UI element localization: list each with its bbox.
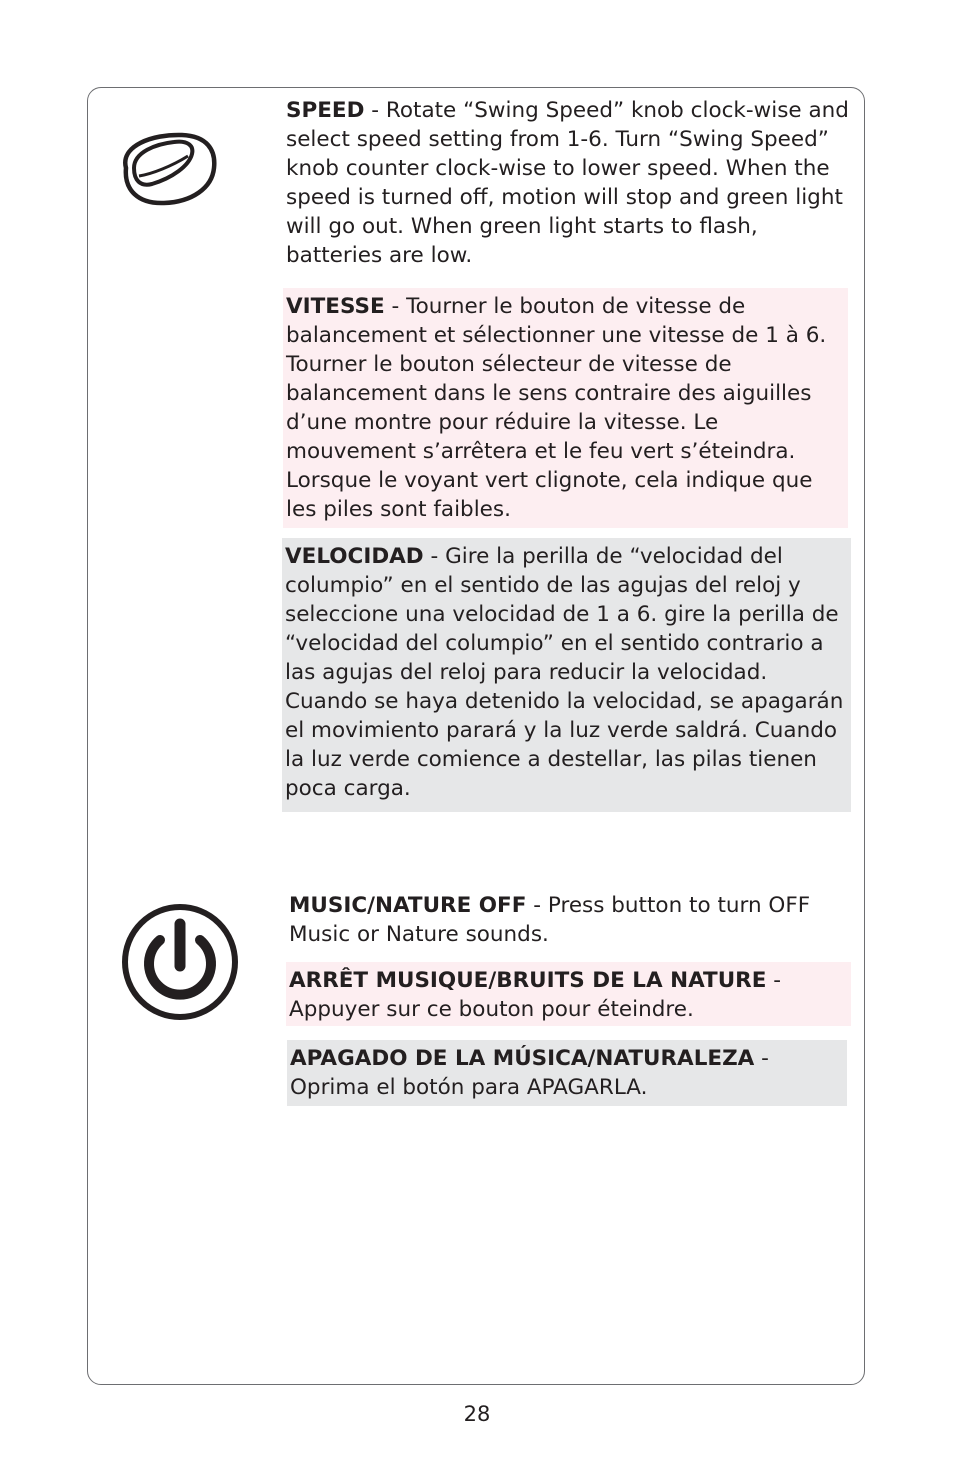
speed-fr-body: - Tourner le bouton de vitesse de balancement et sélectionner une vitesse de 1 à 6. Tourner le bouton sélecteur de vitesse de balancement dans le sens contraire des aiguilles d’une montre pour réduire la vitesse. Le mouvement s’arrêtera et le feu vert s’éteindra. Lorsque le voyant vert clignote, cela indique que les piles sont faibles. <box>286 294 827 522</box>
page-number: 28 <box>463 1402 491 1426</box>
speed-es-heading: VELOCIDAD <box>285 544 424 569</box>
music-off-fr-body: - Appuyer sur ce bouton pour éteindre. <box>289 968 782 1022</box>
music-off-en-body: - Press button to turn OFF Music or Nature sounds. <box>289 893 811 947</box>
music-off-fr-block <box>286 962 851 1026</box>
music-off-en-heading: MUSIC/NATURE OFF <box>289 893 527 918</box>
music-off-es-heading: APAGADO DE LA MÚSICA/NATURALEZA <box>290 1046 755 1071</box>
music-off-es-block <box>287 1040 847 1106</box>
power-icon <box>120 902 240 1022</box>
speed-en-body: - Rotate “Swing Speed” knob clock-wise and select speed setting from 1-6. Turn “Swing Speed” knob counter clock-wise to lower speed. When the speed is turned off, motion will stop and green light will go out. When green light starts to flash, batteries are low. <box>286 98 849 268</box>
speed-es-block <box>282 538 851 812</box>
music-off-en-block <box>286 887 852 953</box>
music-off-fr-heading: ARRÊT MUSIQUE/BRUITS DE LA NATURE <box>289 968 767 993</box>
speed-es-body: - Gire la perilla de “velocidad del columpio” en el sentido de las agujas del reloj y seleccione una velocidad de 1 a 6. gire la perilla de “velocidad del columpio” en el sentido contrario a las agujas del reloj para reducir la velocidad. Cuando se haya detenido la velocidad, se apagarán el movimiento parará y la luz verde saldrá. Cuando la luz verde comience a destellar, las pilas tienen poca carga. <box>285 544 844 801</box>
speed-fr-block <box>283 288 848 528</box>
music-off-es-body: - Oprima el botón para APAGARLA. <box>290 1046 769 1100</box>
knob-icon <box>112 128 222 210</box>
speed-fr-heading: VITESSE <box>286 294 385 319</box>
speed-en-heading: SPEED <box>286 98 365 123</box>
speed-en-block <box>283 92 853 274</box>
